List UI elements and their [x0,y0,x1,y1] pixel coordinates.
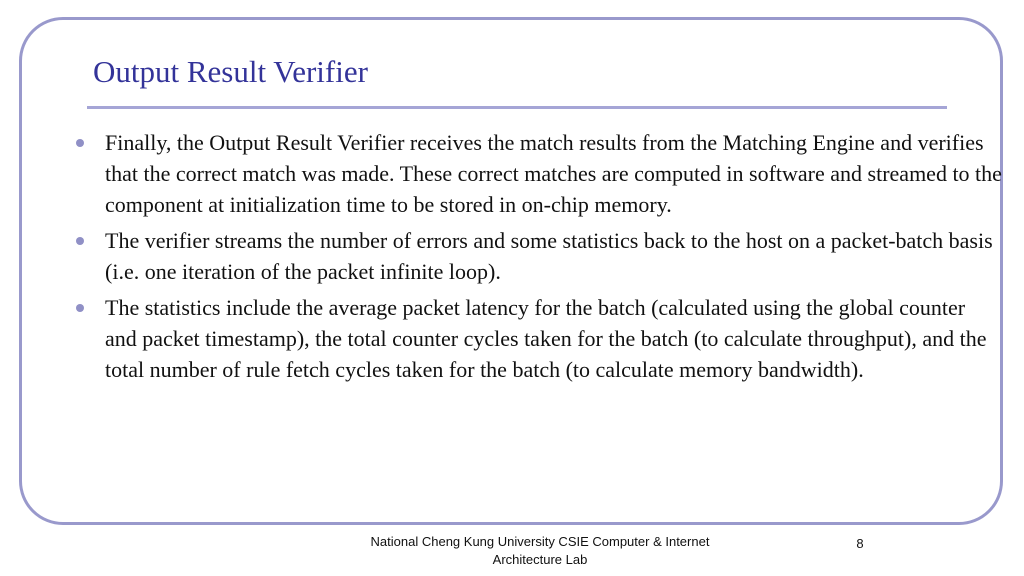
bullet-item [72,225,1002,287]
bullet-dot-icon [76,237,84,245]
bullet-text: The verifier streams the number of errors and some statistics back to the host on a packet-batch basis (i.e. one iteration of the packet infinite loop). [105,228,993,284]
bullet-dot-icon [76,139,84,147]
bullet-item [72,127,1002,220]
footer-line-1: National Cheng Kung University CSIE Computer & Internet [370,534,710,549]
page-number: 8 [856,536,864,551]
footer-line-2: Architecture Lab [492,552,588,567]
bullet-item [72,292,1002,385]
bullet-text: Finally, the Output Result Verifier receives the match results from the Matching Engine and verifies that the correct match was made. These correct matches are computed in software and streamed to the component at initialization time to be stored in on-chip memory. [105,130,1002,217]
bullet-list [72,127,1002,390]
bullet-dot-icon [76,304,84,312]
bullet-text: The statistics include the average packet latency for the batch (calculated using the global counter and packet timestamp), the total counter cycles taken for the batch (to calculate throughput), and the total number of rule fetch cycles taken for the batch (to calculate memory bandwidth). [105,295,987,382]
title-divider [87,106,947,109]
footer-text [340,533,740,569]
slide-title: Output Result Verifier [93,54,368,89]
